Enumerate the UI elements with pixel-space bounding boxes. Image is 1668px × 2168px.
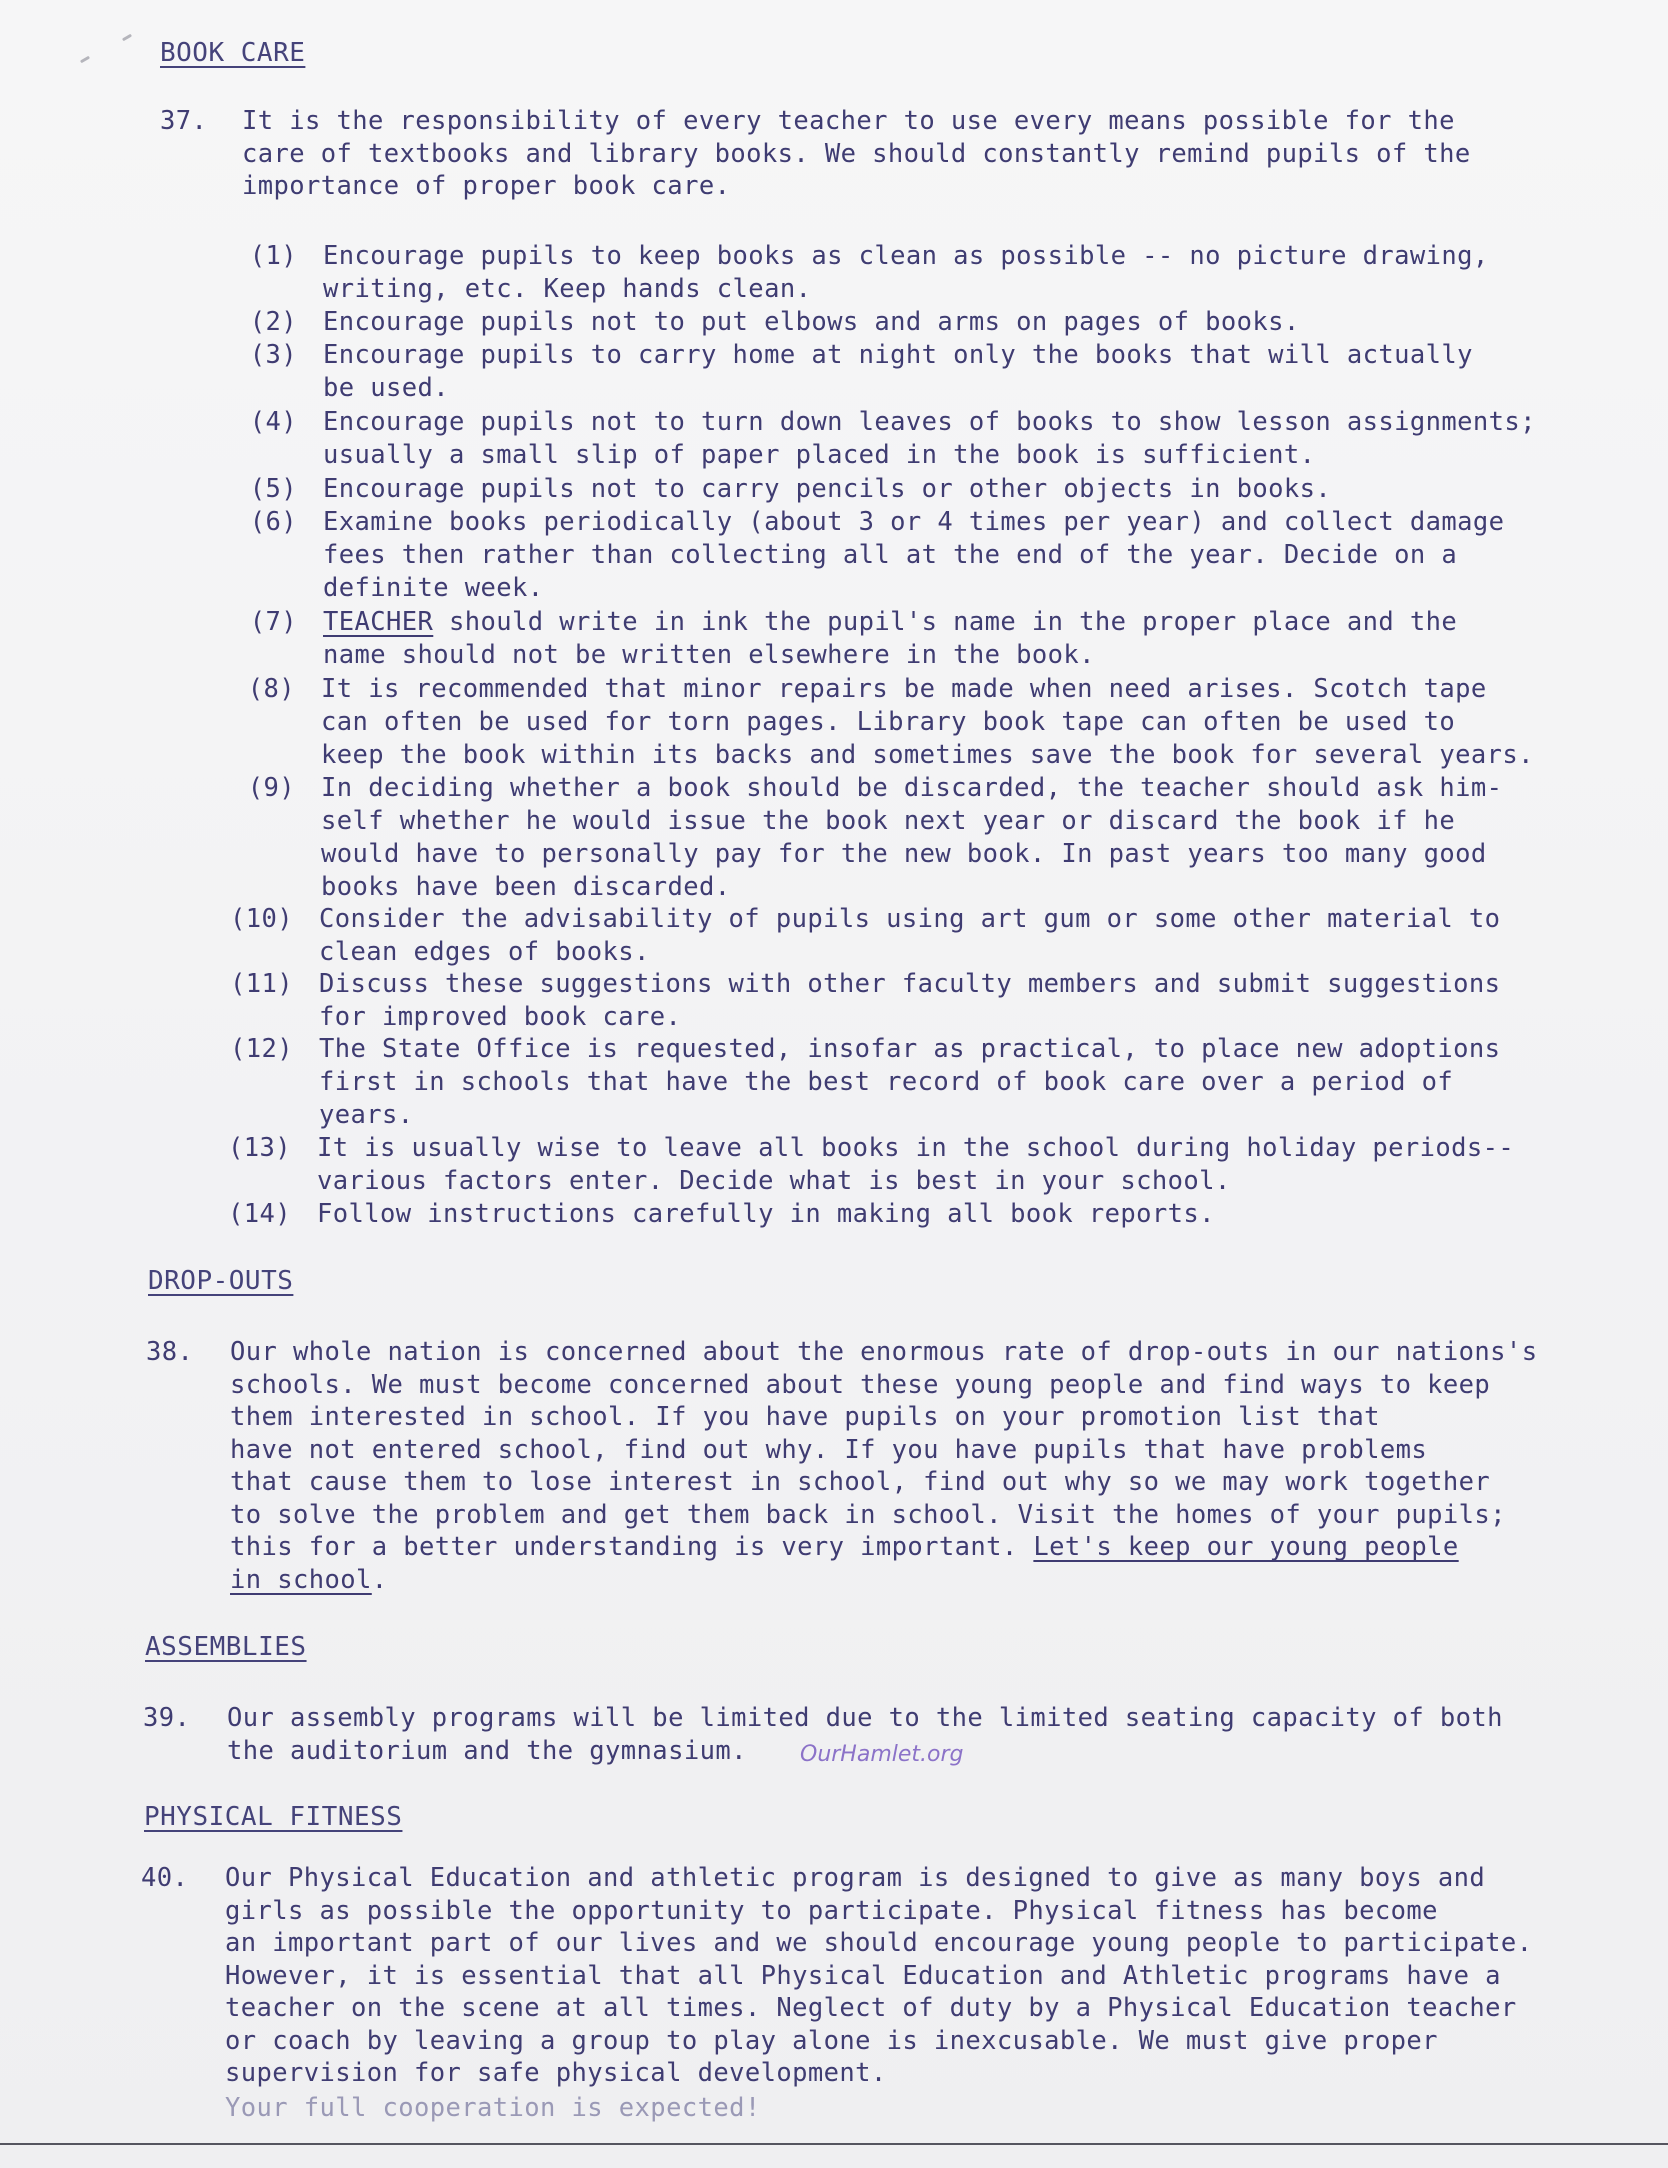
list-item-text: Discuss these suggestions with other faculty members and submit suggestions for improved book care. bbox=[319, 969, 1501, 1032]
list-item-number: (12) bbox=[229, 1034, 293, 1064]
list-item-8 bbox=[247, 673, 1534, 772]
list-item-number: (1) bbox=[249, 241, 297, 271]
paper-speck bbox=[80, 56, 90, 64]
closing-line: Your full cooperation is expected! bbox=[225, 2093, 761, 2123]
list-item-11 bbox=[229, 968, 1501, 1034]
list-item-number: (8) bbox=[247, 674, 295, 704]
list-item-3 bbox=[249, 339, 1473, 405]
list-item-text: It is recommended that minor repairs be made when need arises. Scotch tape can often be used for torn pages. Library book tape can often be used to keep the book within its backs and sometimes save the book for several years. bbox=[321, 674, 1534, 770]
list-item-number: (4) bbox=[249, 407, 297, 437]
list-item-number: (10) bbox=[229, 904, 293, 934]
list-item-text: Examine books periodically (about 3 or 4 times per year) and collect damage fees then rather than collecting all at the end of the year. Decide on a definite week. bbox=[323, 507, 1505, 603]
list-item-text: Encourage pupils not to turn down leaves of books to show lesson assignments; usually a small slip of paper placed in the book is sufficient. bbox=[323, 407, 1536, 470]
list-item-number: (7) bbox=[249, 607, 297, 637]
paragraph-number: 38. bbox=[146, 1337, 194, 1367]
list-item-1 bbox=[249, 240, 1489, 306]
list-item-text: In deciding whether a book should be discarded, the teacher should ask him- self whether he would issue the book next year or discard the book if he would have to personally pay for the new book. In past years too many good books have been discarded. bbox=[321, 773, 1503, 902]
list-item-number: (3) bbox=[249, 340, 297, 370]
list-item-number: (6) bbox=[249, 507, 297, 537]
page-bottom-edge bbox=[0, 2143, 1668, 2145]
list-item-text: Consider the advisability of pupils using art gum or some other material to clean edges of books. bbox=[319, 904, 1501, 967]
emphasis-line-2: in school bbox=[230, 1564, 372, 1595]
paragraph-number: 37. bbox=[160, 106, 208, 136]
list-item-number: (5) bbox=[249, 474, 297, 504]
paragraph-text: It is the responsibility of every teacher to use every means possible for the care of textbooks and library books. We should constantly remind pupils of the importance of proper book care. bbox=[242, 106, 1471, 201]
list-item-text: should write in ink the pupil's name in the proper place and the name should not be written elsewhere in the book. bbox=[323, 607, 1458, 670]
list-item-text: Encourage pupils not to carry pencils or other objects in books. bbox=[323, 474, 1332, 504]
list-item-text: Encourage pupils to keep books as clean as possible -- no picture drawing, writing, etc. Keep hands clean. bbox=[323, 241, 1489, 304]
list-item-14 bbox=[227, 1198, 1215, 1231]
list-item-13 bbox=[227, 1132, 1515, 1198]
list-item-number: (11) bbox=[229, 969, 293, 999]
list-item-10 bbox=[229, 903, 1501, 969]
list-item-number: (13) bbox=[227, 1133, 291, 1163]
paragraph-number: 40. bbox=[141, 1863, 189, 1893]
list-item-number: (2) bbox=[249, 307, 297, 337]
list-item-12 bbox=[229, 1033, 1501, 1132]
list-item-6 bbox=[249, 506, 1505, 605]
paragraph-40 bbox=[141, 1862, 1651, 2112]
list-item-text: It is usually wise to leave all books in the school during holiday periods-- various factors enter. Decide what is best in your school. bbox=[317, 1133, 1515, 1196]
teacher-emphasis: TEACHER bbox=[323, 607, 434, 637]
list-item-9 bbox=[247, 772, 1503, 904]
list-item-5 bbox=[249, 473, 1332, 506]
paragraph-37 bbox=[160, 105, 1600, 215]
emphasis-line-1: Let's keep our young people bbox=[1033, 1532, 1459, 1562]
list-item-text: The State Office is requested, insofar as practical, to place new adoptions first in schools that have the best record of book care over a period of years. bbox=[319, 1034, 1501, 1130]
paragraph-text: Our assembly programs will be limited due to the limited seating capacity of both the auditorium and the gymnasium. bbox=[227, 1703, 1503, 1766]
list-item-4 bbox=[249, 406, 1536, 472]
heading-book-care: BOOK CARE bbox=[160, 38, 306, 68]
list-item-number: (9) bbox=[247, 773, 295, 803]
site-watermark: OurHamlet.org bbox=[800, 1742, 964, 1767]
heading-drop-outs: DROP-OUTS bbox=[148, 1266, 294, 1296]
emphasis-period: . bbox=[371, 1564, 388, 1595]
heading-assemblies: ASSEMBLIES bbox=[145, 1632, 307, 1662]
list-item-7 bbox=[249, 606, 1458, 672]
paragraph-38 bbox=[146, 1336, 1646, 1606]
paragraph-text: Our Physical Education and athletic program is designed to give as many boys and girls as possible the opportunity to participate. Physical fitness has become an important part of our lives and we should encourage young people to participate. However, it is essential that all Physical Education and Athletic programs have a teacher on the scene at all times. Neglect of duty by a Physical Education teacher or coach by leaving a group to play alone is inexcusable. We must give proper supervision for safe physical development. bbox=[225, 1863, 1533, 2088]
list-item-text: Encourage pupils to carry home at night only the books that will actually be used. bbox=[323, 340, 1473, 403]
list-item-text: Follow instructions carefully in making all book reports. bbox=[317, 1199, 1215, 1229]
paragraph-number: 39. bbox=[143, 1703, 191, 1733]
paragraph-text: Our whole nation is concerned about the enormous rate of drop-outs in our nations's schools. We must become concerned about these young people and find ways to keep them interested in school. If you have pupils on your promotion list that have not entered school, find out why. If you have pupils that have problems that cause them to lose interest in school, find out why so we may work together to solve the problem and get them back in school. Visit the homes of your pupils; this for a better understanding is very important. bbox=[230, 1337, 1538, 1562]
list-item-2 bbox=[249, 306, 1300, 339]
heading-physical-fitness: PHYSICAL FITNESS bbox=[144, 1802, 403, 1832]
list-item-text: Encourage pupils not to put elbows and arms on pages of books. bbox=[323, 307, 1300, 337]
list-item-number: (14) bbox=[227, 1199, 291, 1229]
paper-speck bbox=[122, 34, 132, 42]
